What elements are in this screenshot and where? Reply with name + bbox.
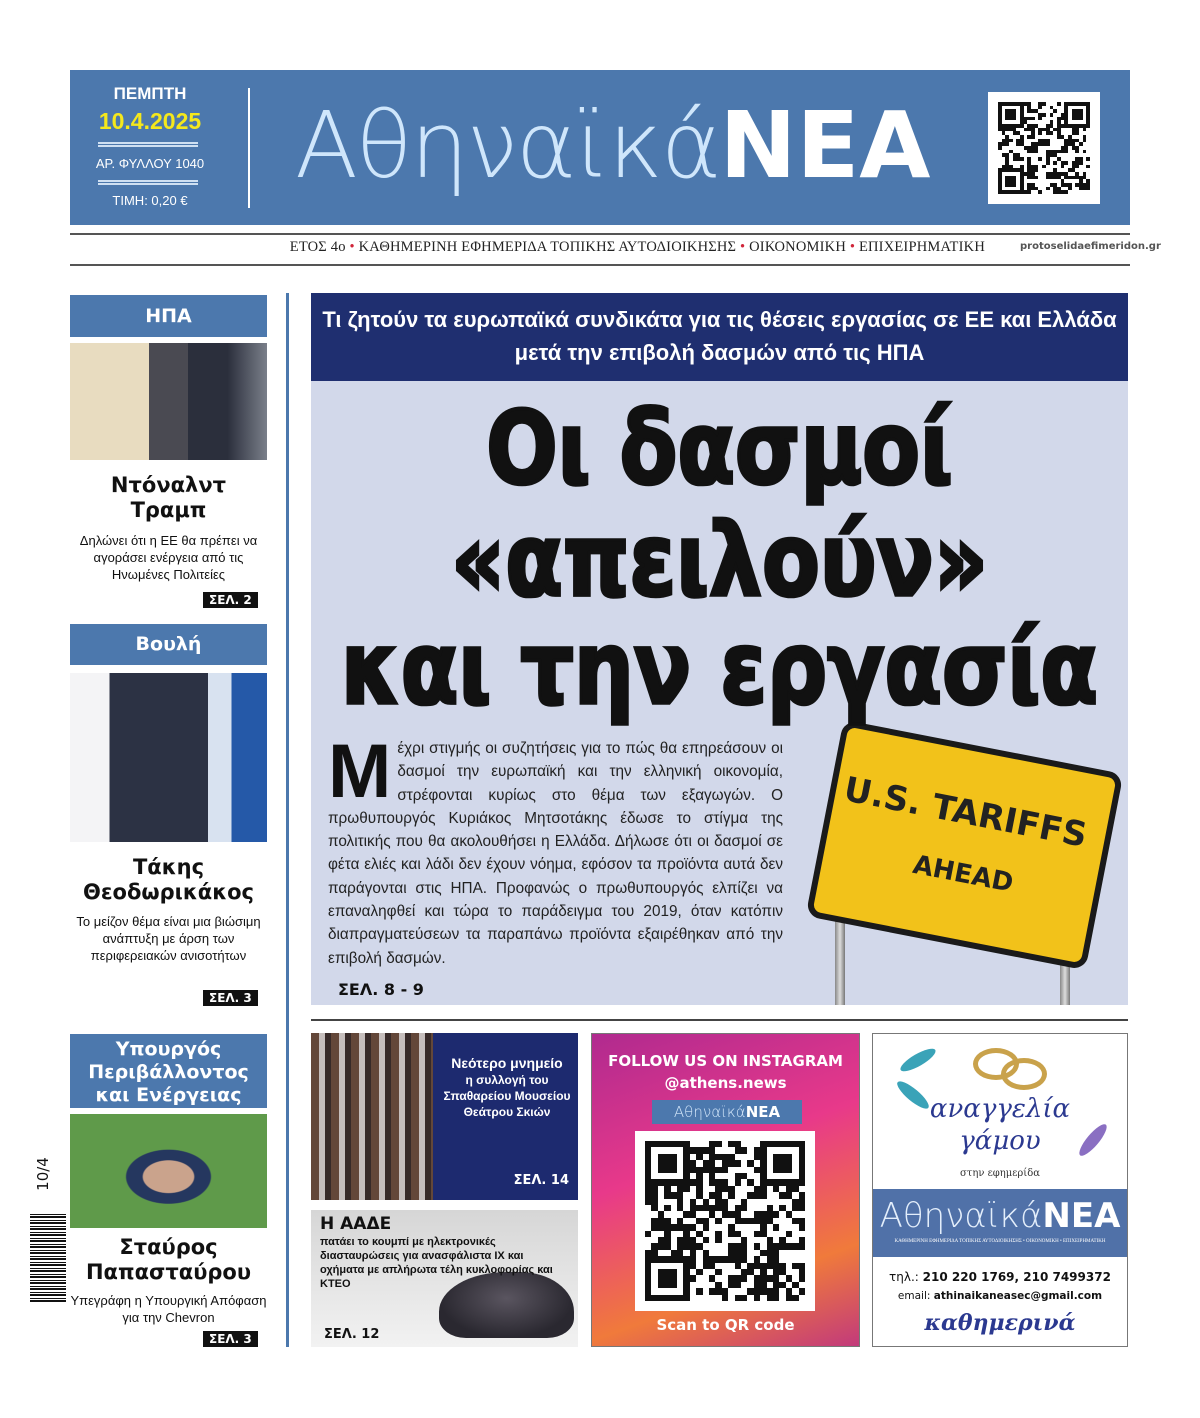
teaser-text: πατάει το κουμπί με ηλεκτρονικές διασταυρώσεις για ανασφάλιστα ΙΧ και οχήματα με απλήρωτα τέλη κυκλοφορίας και ΚΤΕΟ [320, 1236, 553, 1290]
page-ref: ΣΕΛ. 8 - 9 [338, 980, 424, 999]
photo-papastavrou [70, 1114, 267, 1228]
lead-kicker: Τι ζητούν τα ευρωπαϊκά συνδικάτα για τις θέσεις εργασίας σε ΕΕ και Ελλάδα μετά την επιβολή δασμών από τις ΗΠΑ [311, 293, 1128, 381]
page-ref: ΣΕΛ. 14 [513, 1173, 569, 1188]
masthead [70, 70, 1130, 225]
year: ΕΤΟΣ 4ο [289, 239, 346, 255]
lead-body [328, 729, 783, 970]
story-desc: Το μείζον θέμα είναι μια βιώσιμη ανάπτυξη με άρση των περιφερειακών ανισοτήτων [76, 914, 261, 963]
section-header: Υπουργός Περιβάλλοντος και Ενέργειας [70, 1034, 267, 1108]
story-desc: Δηλώνει ότι η ΕΕ θα πρέπει να αγοράσει ενέργεια από τις Ηνωμένες Πολιτείες [79, 533, 258, 582]
rule [311, 1019, 1128, 1021]
instagram-ad[interactable] [591, 1033, 860, 1347]
divider [98, 180, 198, 185]
mini-logo [652, 1100, 802, 1124]
logo-bold: ΝΕΑ [719, 92, 931, 199]
sign-text: U.S. TARIFFS [840, 769, 1091, 856]
column-divider [286, 293, 289, 1347]
tagline-item: ΕΠΙΧΕΙΡΗΜΑΤΙΚΗ [858, 239, 985, 255]
logo [295, 84, 931, 208]
watermark: protoselidaefimeridon.gr [1020, 241, 1161, 252]
separator [248, 88, 250, 208]
instagram-handle: @athens.news [664, 1074, 787, 1092]
story-name[interactable]: Σταύρος Παπασταύρου [85, 1235, 252, 1284]
tagline: ΕΤΟΣ 4ο • ΚΑΘΗΜΕΡΙΝΗ ΕΦΗΜΕΡΙΔΑ ΤΟΠΙΚΗΣ ΑΥΤΟΔΙΟΙΚΗΣΗΣ • ΟΙΚΟΝΟΜΙΚΗ • ΕΠΙΧΕΙΡΗΜΑΤΙΚΗ [289, 239, 985, 255]
ring-icon [1001, 1058, 1047, 1090]
aade-teaser[interactable] [311, 1210, 578, 1347]
logo-light: Αθηναϊκά [673, 1103, 746, 1121]
ad-logo-band [873, 1189, 1127, 1257]
section-header: ΗΠΑ [70, 295, 267, 337]
page-badge: ΣΕΛ. 3 [203, 1331, 258, 1347]
sign-text: AHEAD [910, 849, 1016, 899]
page-badge: ΣΕΛ. 2 [203, 592, 258, 608]
logo-bold: ΝΕΑ [1042, 1196, 1121, 1236]
teaser-text: η συλλογή του Σπαθαρείου Μουσείου Θεάτρου Σκιών [443, 1073, 571, 1119]
ad-footer: καθημερινά [924, 1310, 1076, 1336]
email[interactable]: athinaikaneasec@gmail.com [933, 1290, 1103, 1302]
qr-code[interactable] [635, 1131, 815, 1311]
qr-cta: Scan to QR code [656, 1316, 795, 1334]
shadow-puppets-photo [311, 1033, 433, 1200]
phone[interactable]: 210 220 1769, 210 7499372 [922, 1270, 1111, 1284]
divider [98, 142, 198, 147]
barcode [30, 1212, 66, 1302]
story-name[interactable]: Ντόναλντ Τραμπ [110, 473, 227, 522]
headline-line[interactable]: «απειλούν» [451, 501, 988, 619]
photo-trump [70, 343, 267, 460]
qr-module [1086, 190, 1090, 194]
price: ΤΙΜΗ: 0,20 € [112, 193, 188, 208]
logo-tagline: ΚΑΘΗΜΕΡΙΝΗ ΕΦΗΜΕΡΙΔΑ ΤΟΠΙΚΗΣ ΑΥΤΟΔΙΟΙΚΗΣΗΣ • ΟΙΚΟΝΟΜΙΚΗ • ΕΠΙΧΕΙΡΗΜΑΤΙΚΗ [894, 1239, 1106, 1244]
date: 10.4.2025 [98, 108, 202, 134]
tagline-item: ΟΙΚΟΝΟΜΙΚΗ [749, 239, 846, 255]
photo-theodorikakos [70, 673, 267, 842]
email-label: email: [897, 1290, 931, 1302]
day: ΠΕΜΠΤΗ [113, 84, 187, 103]
rule [70, 264, 1130, 266]
sign-post [835, 915, 845, 1005]
tagline-item: ΚΑΘΗΜΕΡΙΝΗ ΕΦΗΜΕΡΙΔΑ ΤΟΠΙΚΗΣ ΑΥΤΟΔΙΟΙΚΗΣΗΣ [358, 239, 737, 255]
headline-line[interactable]: Οι δασμοί [486, 389, 953, 507]
teaser-title: Νεότερο μνημείο [451, 1055, 563, 1071]
leaf-icon [898, 1045, 939, 1075]
ad-subtitle: στην εφημερίδα [959, 1168, 1041, 1179]
drop-cap: Μ [328, 729, 392, 814]
phone-label: τηλ.: [889, 1270, 919, 1284]
qr-module [799, 1295, 805, 1301]
logo-light: Αθηναϊκά [879, 1196, 1043, 1236]
wedding-ad[interactable] [872, 1033, 1128, 1347]
headline-line[interactable]: και την εργασία [341, 609, 1098, 727]
lead-text: έχρι στιγμής οι συζητήσεις για το πώς θα επηρεάσουν οι δασμοί την ευρωπαϊκή και την ελληνική οικονομία, στρέφονται κυρίως στο θέμα των εξαγωγών. Ο πρωθυπουργός Κυριάκος Μητσοτάκης έδωσε το στίγμα της πολιτικής που θα ακολουθήσει η Ελλάδα. Δήλωσε ότι οι δασμοί σε φέτα ελιές και λάδι δεν έχουν νόημα, εφόσον τα προϊόντα αυτά δεν παράγονται στις ΗΠΑ. Προφανώς ο πρωθυπουργός ελπίζει να επαναληφθεί και τώρα το παράδειγμα του 2019, όταν κατόπιν διαπραγματεύσεων τα παραπάνω προϊόντα εξαιρέθηκαν από την επιβολή δασμών. [328, 740, 783, 967]
issue-number: ΑΡ. ΦΥΛΛΟΥ 1040 [95, 156, 205, 171]
ad-title: αναγγελία [929, 1094, 1071, 1124]
rule [70, 233, 1130, 235]
issue-date-vertical: 10/4 [33, 1157, 52, 1191]
logo-light: Αθηναϊκά [295, 92, 720, 199]
page-ref: ΣΕΛ. 12 [324, 1327, 380, 1342]
museum-teaser[interactable] [311, 1033, 578, 1200]
ad-title: FOLLOW US ON INSTAGRAM [608, 1052, 843, 1070]
section-header: Βουλή [70, 624, 267, 665]
story-desc: Υπεγράφη η Υπουργική Απόφαση για την Chevron [70, 1293, 267, 1325]
qr-code[interactable] [988, 92, 1100, 204]
logo-bold: ΝΕΑ [745, 1103, 781, 1121]
story-name[interactable]: Τάκης Θεοδωρικάκος [82, 855, 254, 904]
teaser-title: Η ΑΑΔΕ [320, 1214, 392, 1234]
ad-title: γάμου [959, 1126, 1041, 1156]
page-badge: ΣΕΛ. 3 [203, 990, 258, 1006]
